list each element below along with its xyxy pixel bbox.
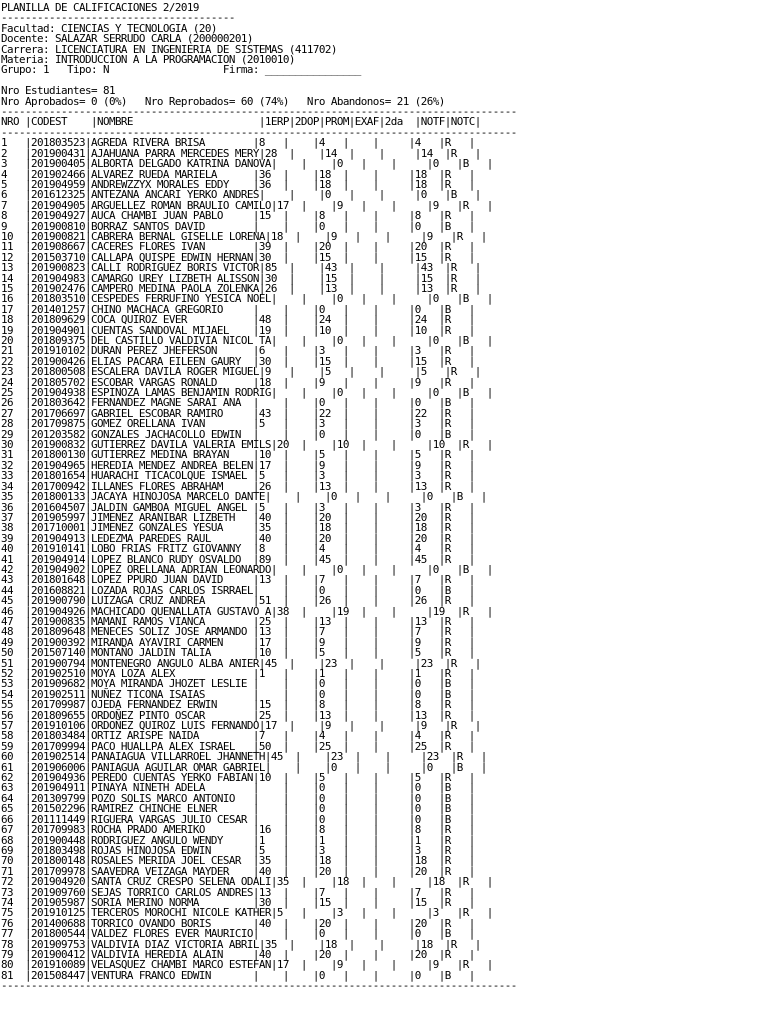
table-row: 66 |201111449|RIGUERA VARGAS JULIO CESAR | | |0 | | |0 |B | [1,812,475,826]
table-row: 64 |201309799|POZO SOLIS MARCO ANTONIO | | |0 | | |0 |B | [1,791,475,805]
table-row: 40 |201910141|LOBO FRIAS FRITZ GIOVANNY |8 | |4 | | |4 |R | [1,542,475,556]
table-row: 54 |201902511|NUÑEZ TICONA ISAIAS | | |0 | | |0 |B | [1,687,475,701]
table-row: 22 |201900426|ELIAS PACARA EILEEN GAURY |30 | |15 | | |15 |R | [1,354,475,368]
table-top-rule: -------------------------------------------------------------------------------------- [1,105,517,119]
table-row: 60 |201902514|PANAIAGUA VILLARROEL JHANNETH|45 | |23 | | |23 |R | [1,750,487,764]
table-row: 63 |201904911|PINAYA NINETH ADELA | | |0 | | |0 |B | [1,781,475,795]
table-row: 58 |201803484|ORTIZ ARISPE NAIDA |7 | |4 | | |4 |R | [1,729,475,743]
table-row: 27 |201706697|GABRIEL ESCOBAR RAMIRO |43 | |22 | | |22 |R | [1,406,475,420]
table-row: 41 |201904914|LOPEZ BLANCO RUDY OSVALDO |89 | |45 | | |45 |R | [1,552,475,566]
table-row: 46 |201904926|MACHICADO QUENALLATA GUSTAVO A|38 | |19 | | |19 |R | [1,604,493,618]
table-row: 61 |201906006|PANIAGUA AGUILAR OMAR GABRIEL| | |0 | | |0 |B | [1,760,487,774]
table-row: 70 |201800148|ROSALES MERIDA JOEL CESAR |35 | |18 | | |18 |R | [1,854,475,868]
table-row: 9 |201900810|BORRAZ SANTOS DAVID | | |0 | | |0 |B | [1,219,475,233]
group-type-signature-line: Grupo: 1 Tipo: N Firma: ________________ [1,63,361,77]
table-row: 34 |201700942|ILLANES FLORES ABRAHAM |26 | |13 | | |13 |R | [1,479,475,493]
table-row: 51 |201900794|MONTENEGRO ANGULO ALBA ANIER|45 | |23 | | |23 |R | [1,656,481,670]
title-rule: --------------------------------------- [1,11,235,25]
table-row: 5 |201904959|ANDREWZZYX MORALES EDDY |36 | |18 | | |18 |R | [1,177,475,191]
table-row: 65 |201502296|RAMIREZ CHINCHE ELNER | | |0 | | |0 |B | [1,802,475,816]
table-row: 31 |201800130|GUTIERREZ MEDINA BRAYAN |10 | |5 | | |5 |R | [1,448,475,462]
table-row: 20 |201809375|DEL CASTILLO VALDIVIA NICOL TA| | |0 | | |0 |B | [1,334,493,347]
table-row: 15 |201902476|CAMPERO MEDINA PAOLA ZOLENKA|26 | |13 | | |13 |R | [1,281,481,295]
table-row: 14 |201904983|CAMARGO UREY LIZBETH ALISSON|30 | |15 | | |15 |R | [1,271,481,285]
table-row: 52 |201902510|MOYA LOZA ALEX |1 | |1 | | |1 |R | [1,667,475,680]
table-row: 45 |201900790|LUIZAGA CRUZ ANDREA |51 | |26 | | |26 |R | [1,594,475,608]
table-row: 3 |201900405|ALBORTA DELGADO KATRINA DANOVA| | |0 | | |0 |B | [1,157,493,171]
table-row: 11 |201908667|CACERES FLORES IVAN |39 | |20 | | |20 |R | [1,240,475,254]
table-row: 62 |201904936|PEREDO CUENTAS YERKO FABIAN|10 | |5 | | |5 |R | [1,771,475,785]
table-row: 72 |201904920|SANTA CRUZ CRESPO SELENA ODALI|35 | |18 | | |18 |R | [1,875,493,889]
table-row: 50 |201507140|MONTAÑO JALDIN TALIA |10 | |5 | | |5 |R | [1,646,475,660]
table-row: 55 |201709987|OJEDA FERNANDEZ ERWIN |15 | |8 | | |8 |R | [1,698,475,712]
table-row: 29 |201203582|GONZALES JACHACOLLO EDWIN | | |0 | | |0 |B | [1,427,475,441]
table-row: 1 |201803523|AGREDA RIVERA BRISA |8 | |4 | | |4 |R | [1,136,475,150]
career-line: Carrera: LICENCIATURA EN INGENIERIA DE SISTEMAS (411702) [1,42,337,56]
table-row: 38 |201710001|JIMENEZ GONZALES YESUA |35 | |18 | | |18 |R | [1,521,475,535]
faculty-line: Facultad: CIENCIAS Y TECNOLOGIA (20) [1,21,217,35]
table-row: 43 |201801648|LOPEZ PPURO JUAN DAVID |13 | |7 | | |7 |R | [1,573,475,587]
table-row: 4 |201902466|ALVAREZ RUEDA MARIELA |36 | |18 | | |18 |R | [1,167,475,181]
table-row: 49 |201900392|MIRANDA AYAVIRI CARMEN |17 | |9 | | |9 |R | [1,635,475,649]
table-row: 75 |201910125|TERCEROS MOROCHI NICOLE KATHER|5 | |3 | | |3 |R | [1,906,493,920]
table-row: 36 |201604507|JALDIN GAMBOA MIGUEL ANGEL |5 | |3 | | |3 |R | [1,500,475,514]
table-row: 32 |201904965|HEREDIA MENDEZ ANDREA BELEN|17 | |9 | | |9 |R | [1,458,475,472]
results-summary: Nro Aprobados= 0 (0%) Nro Reprobados= 60 (74%) Nro Abandonos= 21 (26%) [1,94,445,108]
table-row: 79 |201900412|VALDIVIA HEREDIA ALAIN |40 | |20 | | |20 |R | [1,947,475,961]
table-row: 19 |201904901|CUENTAS SANDOVAL MIJAEL |19 | |10 | | |10 |R | [1,323,475,337]
table-row: 47 |201900835|MAMANI RAMOS VIANCA |25 | |13 | | |13 |R | [1,614,475,628]
table-bottom-rule: -------------------------------------------------------------------------------------- [1,979,517,993]
table-row: 78 |201909753|VALDIVIA DIAZ VICTORIA ABRIL|35 | |18 | | |18 |R | [1,937,481,951]
table-row: 8 |201904927|AUCA CHAMBI JUAN PABLO |15 | |8 | | |8 |R | [1,209,475,223]
table-row: 71 |201709978|SAAVEDRA VEIZAGA MAYDER |40 | |20 | | |20 |R | [1,864,475,878]
table-row: 18 |201809629|COCA QUIROZ EVER |48 | |24 | | |24 |R | [1,313,475,327]
course-line: Materia: INTRODUCCION A LA PROGRAMACION (2010010) [1,53,295,67]
student-count: Nro Estudiantes= 81 [1,84,115,98]
table-row: 21 |201910102|DURAN PEREZ JHEFERSON |6 | |3 | | |3 |R | [1,344,475,358]
table-row: 74 |201905987|SORIA MERINO NORMA |30 | |15 | | |15 |R | [1,895,475,909]
table-row: 35 |201800133|JACAYA HINOJOSA MARCELO DANTE| | |0 | | |0 |B | [1,490,487,504]
table-row: 24 |201805702|ESCOBAR VARGAS RONALD |18 | |9 | | |9 |R | [1,375,475,389]
table-header: NRO |CODEST |NOMBRE |1ERP|2DOP|PROM|EXAF|2da |NOTF|NOTC| [1,115,481,129]
sheet-title: PLANILLA DE CALIFICACIONES 2/2019 [1,1,199,14]
table-row: 6 |201612325|ANTEZANA ANCARI YERKO ANDRES| | |0 | | |0 |B | [1,188,481,202]
grade-sheet [1,3,517,992]
table-row: 69 |201803498|ROJAS HINOJOSA EDWIN |5 | |3 | | |3 |R | [1,843,475,857]
table-row: 57 |201910106|ORDOÑEZ QUIROZ LUIS FERNANDO|17 | |9 | | |9 |R | [1,719,481,733]
table-row: 30 |201900832|GUTIERREZ DAVILA VALERIA EMILS|20 | |10 | | |10 |R | [1,438,493,452]
table-row: 56 |201809655|ORDOÑEZ PINTO OSCAR |25 | |13 | | |13 |R | [1,708,475,722]
teacher-line: Docente: SALAZAR SERRUDO CARLA (200000201) [1,32,253,46]
table-row: 81 |201508447|VENTURA FRANCO EDWIN | | |0 | | |0 |B | [1,968,475,982]
table-row: 48 |201809648|MENECES SOLIZ JOSE ARMANDO |13 | |7 | | |7 |R | [1,625,475,639]
table-body [1,138,517,981]
table-row: 53 |201909682|MOYA MIRANDA JHOZET LESLIE | | |0 | | |0 |B | [1,677,475,691]
table-row: 23 |201800508|ESCALERA DAVILA ROGER MIGUEL|9 | |5 | | |5 |R | [1,365,481,379]
table-header-rule: -------------------------------------------------------------------------------------- [1,125,517,139]
table-row: 73 |201909760|SEJAS TORRICO CARLOS ANDRES|13 | |7 | | |7 |R | [1,885,475,899]
table-row: 37 |201905997|JIMENEZ ARANIBAR LIZBETH |40 | |20 | | |20 |R | [1,510,475,524]
table-row: 2 |201900431|AJAHUANA PARRA MERCEDES MERY|28 | |14 | | |14 |R | [1,146,481,160]
table-row: 42 |201904902|LOPEZ ORELLANA ADRIAN LEONARDO| | |0 | | |0 |B | [1,562,493,576]
table-row: 10 |201900821|CABRERA BERNAL GISELLE LORENA|18 | |9 | | |9 |R | [1,229,487,243]
table-row: 12 |201503710|CALLAPA QUISPE EDWIN HERNAN|30 | |15 | | |15 |R | [1,250,475,264]
table-row: 33 |201801654|HUARACHI TICACOLQUE ISMAEL |5 | |3 | | |3 |R | [1,469,475,483]
table-row: 77 |201800544|VALDEZ FLORES EVER MAURICIO| | |0 | | |0 |B | [1,927,475,941]
table-row: 7 |201904905|ARGUELLEZ ROMAN BRAULIO CAMILO|17 | |9 | | |9 |R | [1,198,493,212]
table-row: 67 |201709983|ROCHA PRADO AMERIKO |16 | |8 | | |8 |R | [1,823,475,837]
table-row: 76 |201400688|TORRICO OVANDO BORIS |40 | |20 | | |20 |R | [1,916,475,930]
table-row: 68 |201900448|RODRIGUEZ ANGULO WENDY |1 | |1 | | |1 |R | [1,833,475,847]
table-row: 16 |201803510|CESPEDES FERRUFINO YESICA NOEL| | |0 | | |0 |B | [1,292,493,306]
table-row: 80 |201910089|VELASQUEZ CHAMBI MARCO ESTEFAN|17 | |9 | | |9 |R | [1,958,493,972]
table-row: 28 |201709875|GOMEZ ORELLANA IVAN |5 | |3 | | |3 |R | [1,417,475,431]
table-row: 39 |201904913|LEDEZMA PAREDES RAUL |40 | |20 | | |20 |R | [1,531,475,545]
table-row: 25 |201904938|ESPINOZA LAMAS BENJAMIN RODRIG| | |0 | | |0 |B | [1,386,493,400]
table-row: 59 |201709994|PACO HUALLPA ALEX ISRAEL |50 | |25 | | |25 |R | [1,739,475,753]
table-row: 17 |201401257|CHINO MACHACA GREGORIO | | |0 | | |0 |B | [1,302,475,316]
table-row: 13 |201900823|CALLI RODRIGUEZ BORIS VICTOR|85 | |43 | | |43 |R | [1,261,481,275]
table-row: 26 |201803642|FERNANDEZ MAGNE SARAI ANA | | |0 | | |0 |B | [1,396,475,410]
table-row: 44 |201608821|LOZADA ROJAS CARLOS ISRRAEL| | |0 | | |0 |B | [1,583,475,597]
